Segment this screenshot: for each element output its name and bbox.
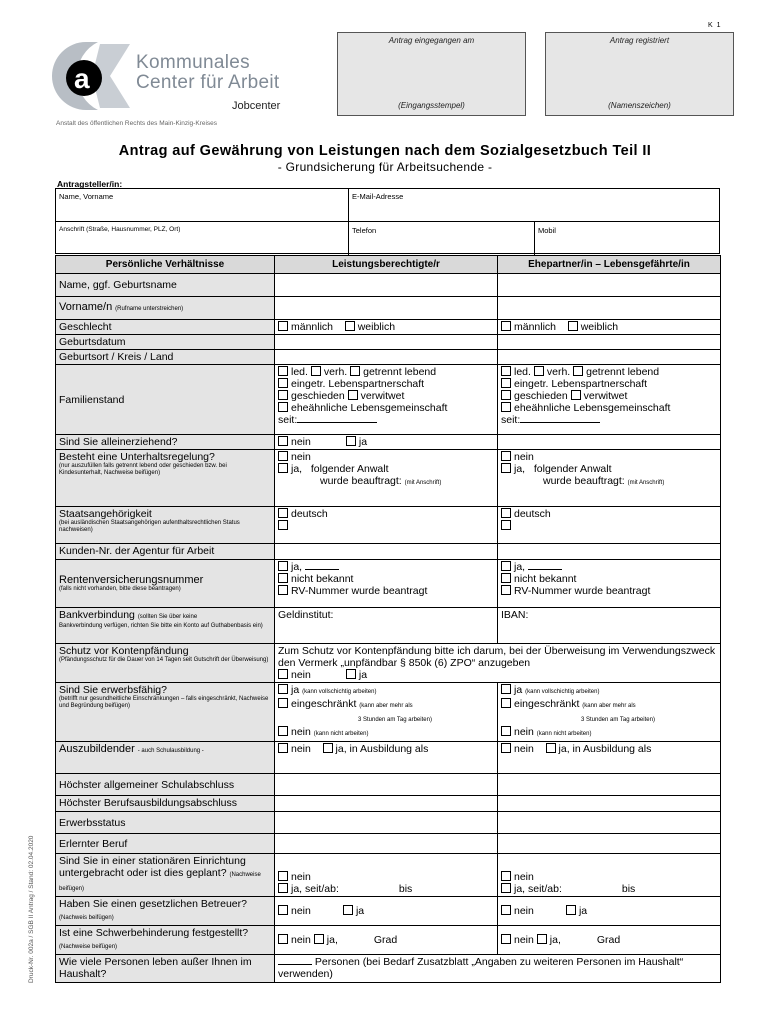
label-ledig: led. (291, 366, 308, 378)
label-geschieden: geschieden (514, 390, 568, 402)
erlernt-input-2[interactable] (498, 834, 721, 854)
checkbox-rv-beantragt-2[interactable] (501, 585, 511, 595)
checkbox-rv-unbekannt-2[interactable] (501, 573, 511, 583)
header-beneficiary: Leistungsberechtigte/r (275, 256, 498, 274)
label-personen: Personen (314, 956, 360, 968)
checkbox-lp-2[interactable] (501, 378, 511, 388)
row-staat: Staatsangehörigkeit (59, 508, 152, 520)
rv-line-2[interactable] (528, 561, 562, 570)
row-rente-note: (falls nicht vorhanden, bitte diese beantragen) (59, 586, 181, 592)
label-ja: ja (358, 436, 368, 448)
checkbox-betreuer-ja-2[interactable] (566, 905, 576, 915)
checkbox-verh-2[interactable] (534, 366, 544, 376)
checkbox-azubi-nein-1[interactable] (278, 743, 288, 753)
label-lp: eingetr. Lebenspartnerschaft (291, 378, 425, 390)
seit-line-1[interactable] (297, 414, 377, 423)
geburtsort-input-1[interactable] (275, 350, 498, 365)
label-ja: ja (514, 684, 523, 696)
checkbox-verwitwet-1[interactable] (348, 390, 358, 400)
checkbox-schutz-ja[interactable] (346, 669, 356, 679)
geburtsdatum-input-1[interactable] (275, 335, 498, 350)
label-eingeschraenkt: eingeschränkt (514, 698, 580, 710)
checkbox-unterhalt-ja-1[interactable] (278, 463, 288, 473)
label-vollschichtig: (kann vollschichtig arbeiten) (302, 689, 377, 695)
label-nein: nein (291, 451, 311, 463)
row-unterhalt: Besteht eine Unterhaltsregelung? (59, 451, 215, 463)
checkbox-stat-ja-1[interactable] (278, 883, 288, 893)
allein-cell-2 (498, 435, 721, 450)
checkbox-rv-unbekannt-1[interactable] (278, 573, 288, 583)
row-schwer-note: (Nachweise beifügen) (59, 944, 118, 950)
vorname-input-1[interactable] (275, 297, 498, 320)
label-nein: nein (291, 934, 311, 946)
row-alleinerziehend: Sind Sie alleinerziehend? (56, 435, 275, 450)
checkbox-andere-2[interactable] (501, 520, 511, 530)
label-beauftragt: wurde beauftragt: (320, 475, 402, 487)
row-erwerb-note: (betrifft nur gesundheitliche Einschränkungen – falls eingeschränkt, Nachweise und Begründung beifügen) (59, 696, 269, 709)
label-grad: Grad (373, 934, 398, 946)
label-nein: nein (291, 905, 311, 917)
row-stationaer-note: (Nachweise beifügen) (59, 872, 261, 892)
label-nein: nein (514, 743, 534, 755)
kunden-input-1[interactable] (275, 544, 498, 560)
checkbox-andere-1[interactable] (278, 520, 288, 530)
schutz-text: Zum Schutz vor Kontenpfändung bitte ich darum, bei der Überweisung im Verwendungszweck den Vermerk „unpfändbar § 850k (6) ZPO“ anzugeben (278, 645, 716, 669)
checkbox-schwer-ja-2[interactable] (537, 934, 547, 944)
label-nein: nein (514, 451, 534, 463)
label-verwitwet: verwitwet (360, 390, 405, 402)
checkbox-weiblich-1[interactable] (345, 321, 355, 331)
logo-line3: Jobcenter (232, 100, 281, 112)
checkbox-maennlich-1[interactable] (278, 321, 288, 331)
label-ja: ja, (291, 561, 303, 573)
form-code: K 1 (708, 22, 722, 29)
row-erwerb: Sind Sie erwerbsfähig? (59, 684, 167, 696)
checkbox-allein-ja-1[interactable] (346, 436, 356, 446)
label-anwalt: folgender Anwalt (310, 463, 389, 475)
label-nein: nein (291, 743, 311, 755)
label-nein: nein (514, 871, 534, 883)
label-ja: ja, (514, 561, 526, 573)
name-input-1[interactable] (275, 274, 498, 297)
label-verh: verh. (546, 366, 571, 378)
email-field[interactable]: E-Mail-Adresse (352, 192, 404, 201)
checkbox-erwerb-ja-1[interactable] (278, 684, 288, 694)
label-nein: nein (291, 726, 311, 738)
checkbox-ledig-2[interactable] (501, 366, 511, 376)
label-eing-note1: (kann aber mehr als (582, 703, 636, 709)
checkbox-stat-nein-2[interactable] (501, 871, 511, 881)
checkbox-weiblich-2[interactable] (568, 321, 578, 331)
label-nein: nein (514, 905, 534, 917)
label-grad: Grad (596, 934, 621, 946)
address-field[interactable]: Anschrift (Straße, Hausnummer, PLZ, Ort) (59, 226, 181, 233)
checkbox-maennlich-2[interactable] (501, 321, 511, 331)
geldinstitut-field[interactable]: Geldinstitut: (275, 608, 498, 644)
label-nicht-bekannt: nicht bekannt (514, 573, 577, 585)
checkbox-erwerb-nein-2[interactable] (501, 726, 511, 736)
label-mit-anschrift: (mit Anschrift) (404, 480, 442, 486)
label-bis: bis (621, 883, 636, 895)
label-ja: ja, (291, 463, 303, 475)
stamp-registered-bottom: (Namenszeichen) (608, 101, 671, 110)
rv-line-1[interactable] (305, 561, 339, 570)
erwerbsstatus-input-1[interactable] (275, 812, 498, 834)
row-name: Name, ggf. Geburtsname (56, 274, 275, 297)
page-title: Antrag auf Gewährung von Leistungen nach dem Sozialgesetzbuch Teil II (118, 143, 652, 159)
label-verwitwet: verwitwet (583, 390, 628, 402)
checkbox-lp-1[interactable] (278, 378, 288, 388)
logo (48, 36, 298, 126)
row-geburtsort: Geburtsort / Kreis / Land (56, 350, 275, 365)
checkbox-erwerb-eing-1[interactable] (278, 698, 288, 708)
label-weiblich: weiblich (580, 321, 619, 333)
checkbox-betreuer-nein-1[interactable] (278, 905, 288, 915)
personen-line[interactable] (278, 956, 312, 965)
label-eing-note1: (kann aber mehr als (359, 703, 413, 709)
checkbox-rv-beantragt-1[interactable] (278, 585, 288, 595)
checkbox-deutsch-2[interactable] (501, 508, 511, 518)
personen-verwenden: verwenden) (278, 968, 333, 980)
label-bis: bis (398, 883, 413, 895)
label-geschieden: geschieden (291, 390, 345, 402)
label-nicht-bekannt: nicht bekannt (291, 573, 354, 585)
geburtsdatum-input-2[interactable] (498, 335, 721, 350)
label-vollschichtig: (kann vollschichtig arbeiten) (525, 689, 600, 695)
label-deutsch: deutsch (514, 508, 551, 520)
checkbox-erwerb-ja-2[interactable] (501, 684, 511, 694)
mobile-field[interactable]: Mobil (538, 226, 556, 235)
label-eing-note2: 3 Stunden am Tag arbeiten) (358, 717, 432, 723)
row-geburtsdatum: Geburtsdatum (56, 335, 275, 350)
row-betreuer-note: (Nachweis beifügen) (59, 915, 114, 921)
label-mit-anschrift: (mit Anschrift) (627, 480, 665, 486)
label-nein: nein (291, 436, 311, 448)
row-geschlecht: Geschlecht (56, 320, 275, 335)
row-betreuer: Haben Sie einen gesetzlichen Betreuer? (59, 898, 247, 910)
row-schulabschluss: Höchster allgemeiner Schulabschluss (56, 774, 275, 796)
schul-input-1[interactable] (275, 774, 498, 796)
label-nein: nein (291, 669, 311, 681)
row-bank-note1: (sollten Sie über keine (137, 614, 198, 620)
row-schutz: Schutz vor Kontenpfändung (59, 645, 189, 657)
row-familienstand: Familienstand (56, 365, 275, 435)
label-deutsch: deutsch (291, 508, 328, 520)
geburtsort-input-2[interactable] (498, 350, 721, 365)
stamp-registered (545, 32, 734, 116)
label-seit: seit: (501, 414, 521, 426)
checkbox-erwerb-eing-2[interactable] (501, 698, 511, 708)
stamp-received (337, 32, 526, 116)
label-seit: seit: (278, 414, 298, 426)
row-bank: Bankverbindung (59, 609, 135, 621)
applicant-heading: Antragsteller/in: (57, 179, 123, 189)
checkbox-stat-ja-2[interactable] (501, 883, 511, 893)
stamp-registered-title: Antrag registriert (609, 36, 670, 45)
berufsabschluss-input-1[interactable] (275, 796, 498, 812)
label-rv-beantragt: RV-Nummer wurde beantragt (291, 585, 428, 597)
iban-field[interactable]: IBAN: (498, 608, 721, 644)
label-getrennt: getrennt lebend (363, 366, 437, 378)
header-partner: Ehepartner/in – Lebensgefährte/in (498, 256, 721, 274)
label-ja: ja (358, 669, 368, 681)
row-erwerbsstatus: Erwerbsstatus (56, 812, 275, 834)
checkbox-ledig-1[interactable] (278, 366, 288, 376)
checkbox-betreuer-nein-2[interactable] (501, 905, 511, 915)
label-ja-ausbildung: ja, in Ausbildung als (335, 743, 429, 755)
checkbox-getrennt-2[interactable] (573, 366, 583, 376)
checkbox-stat-nein-1[interactable] (278, 871, 288, 881)
row-personen: Wie viele Personen leben außer Ihnen im Haushalt? (56, 955, 275, 983)
label-ja: ja (578, 905, 588, 917)
checkbox-azubi-nein-2[interactable] (501, 743, 511, 753)
header-personal: Persönliche Verhältnisse (56, 256, 275, 274)
label-ja: ja, (326, 934, 338, 946)
row-rente: Rentenversicherungsnummer (59, 574, 204, 586)
label-ja: ja (355, 905, 365, 917)
checkbox-unterhalt-ja-2[interactable] (501, 463, 511, 473)
checkbox-ehe-lg-2[interactable] (501, 402, 511, 412)
row-berufsabschluss: Höchster Berufsausbildungsabschluss (56, 796, 275, 812)
row-unterhalt-note: (nur auszufüllen falls getrennt lebend oder geschieden bzw. bei Kindesunterhalt, Nachweise beifügen) (59, 463, 227, 476)
logo-line2: Center für Arbeit (136, 72, 280, 93)
print-number: Druck-Nr. 002a / SGB II Antrag / Stand: 02.04.2020 (28, 835, 35, 983)
label-nicht-arbeiten: (kann nicht arbeiten) (536, 731, 592, 737)
checkbox-verwitwet-2[interactable] (571, 390, 581, 400)
checkbox-schwer-ja-1[interactable] (314, 934, 324, 944)
row-bank-note2: Bankverbindung verfügen, richten Sie bitte ein Konto auf Guthabenbasis ein) (59, 623, 263, 629)
label-ja-seit: ja, seit/ab: (291, 883, 339, 895)
checkbox-schutz-nein[interactable] (278, 669, 288, 679)
label-verh: verh. (323, 366, 348, 378)
label-nein: nein (514, 726, 534, 738)
row-erlernter-beruf: Erlernter Beruf (56, 834, 275, 854)
row-schwer: Ist eine Schwerbehinderung festgestellt? (59, 927, 249, 939)
name-field[interactable]: Name, Vorname (59, 192, 114, 201)
row-kunden: Kunden-Nr. der Agentur für Arbeit (56, 544, 275, 560)
checkbox-azubi-ja-1[interactable] (323, 743, 333, 753)
personal-table (55, 255, 721, 983)
page-subtitle: - Grundsicherung für Arbeitsuchende - (277, 160, 493, 174)
label-ja: ja, (514, 463, 526, 475)
name-input-2[interactable] (498, 274, 721, 297)
label-nicht-arbeiten: (kann nicht arbeiten) (313, 731, 369, 737)
row-staat-note: (bei ausländischen Staatsangehörigen aufenthaltsrechtlichen Status nachweisen) (59, 520, 240, 533)
label-ja-ausbildung: ja, in Ausbildung als (558, 743, 652, 755)
checkbox-deutsch-1[interactable] (278, 508, 288, 518)
vorname-input-2[interactable] (498, 297, 721, 320)
checkbox-rv-ja-1[interactable] (278, 561, 288, 571)
logo-icon (48, 36, 138, 116)
label-maennlich: männlich (514, 321, 557, 333)
label-ledig: led. (514, 366, 531, 378)
seit-line-2[interactable] (520, 414, 600, 423)
kunden-input-2[interactable] (498, 544, 721, 560)
checkbox-ehe-lg-1[interactable] (278, 402, 288, 412)
logo-footer: Anstalt des öffentlichen Rechts des Main-Kinzig-Kreises (56, 120, 218, 127)
applicant-box (55, 188, 720, 254)
label-getrennt: getrennt lebend (586, 366, 660, 378)
row-stationaer: Sind Sie in einer stationären Einrichtung untergebracht oder ist dies geplant? (59, 855, 246, 879)
label-nein: nein (514, 934, 534, 946)
label-ehe-lg: eheähnliche Lebensgemeinschaft (514, 402, 671, 414)
checkbox-schwer-nein-2[interactable] (501, 934, 511, 944)
berufsabschluss-input-2[interactable] (498, 796, 721, 812)
label-weiblich: weiblich (357, 321, 396, 333)
schul-input-2[interactable] (498, 774, 721, 796)
row-azubi: Auszubildender (59, 743, 135, 755)
checkbox-unterhalt-nein-1[interactable] (278, 451, 288, 461)
row-vorname-note: (Rufname unterstreichen) (115, 306, 184, 312)
label-eingeschraenkt: eingeschränkt (291, 698, 357, 710)
row-schutz-note: (Pfändungsschutz für die Dauer von 14 Tagen seit Gutschrift der Überweisung) (59, 657, 269, 663)
erwerbsstatus-input-2[interactable] (498, 812, 721, 834)
phone-field[interactable]: Telefon (352, 226, 377, 235)
logo-line1: Kommunales (136, 52, 250, 73)
checkbox-azubi-ja-2[interactable] (546, 743, 556, 753)
checkbox-betreuer-ja-1[interactable] (343, 905, 353, 915)
personen-note: (bei Bedarf Zusatzblatt „Angaben zu weiteren Personen im Haushalt“ (362, 956, 684, 968)
label-rv-beantragt: RV-Nummer wurde beantragt (514, 585, 651, 597)
checkbox-rv-ja-2[interactable] (501, 561, 511, 571)
stamp-received-title: Antrag eingegangen am (388, 36, 475, 45)
label-ja: ja, (549, 934, 561, 946)
label-maennlich: männlich (291, 321, 334, 333)
checkbox-verh-1[interactable] (311, 366, 321, 376)
label-ja: ja (291, 684, 300, 696)
label-beauftragt: wurde beauftragt: (543, 475, 625, 487)
checkbox-schwer-nein-1[interactable] (278, 934, 288, 944)
checkbox-allein-nein-1[interactable] (278, 436, 288, 446)
checkbox-erwerb-nein-1[interactable] (278, 726, 288, 736)
label-ja-seit: ja, seit/ab: (514, 883, 562, 895)
label-lp: eingetr. Lebenspartnerschaft (514, 378, 648, 390)
erlernt-input-1[interactable] (275, 834, 498, 854)
svg-text:a: a (74, 63, 90, 94)
label-anwalt: folgender Anwalt (533, 463, 612, 475)
checkbox-unterhalt-nein-2[interactable] (501, 451, 511, 461)
checkbox-getrennt-1[interactable] (350, 366, 360, 376)
label-nein: nein (291, 871, 311, 883)
stamp-received-bottom: (Eingangsstempel) (398, 101, 465, 110)
label-eing-note2: 3 Stunden am Tag arbeiten) (581, 717, 655, 723)
checkbox-geschieden-2[interactable] (501, 390, 511, 400)
checkbox-geschieden-1[interactable] (278, 390, 288, 400)
label-ehe-lg: eheähnliche Lebensgemeinschaft (291, 402, 448, 414)
row-vorname: Vorname/n (59, 301, 113, 313)
row-azubi-note: - auch Schulausbildung - (137, 748, 204, 754)
